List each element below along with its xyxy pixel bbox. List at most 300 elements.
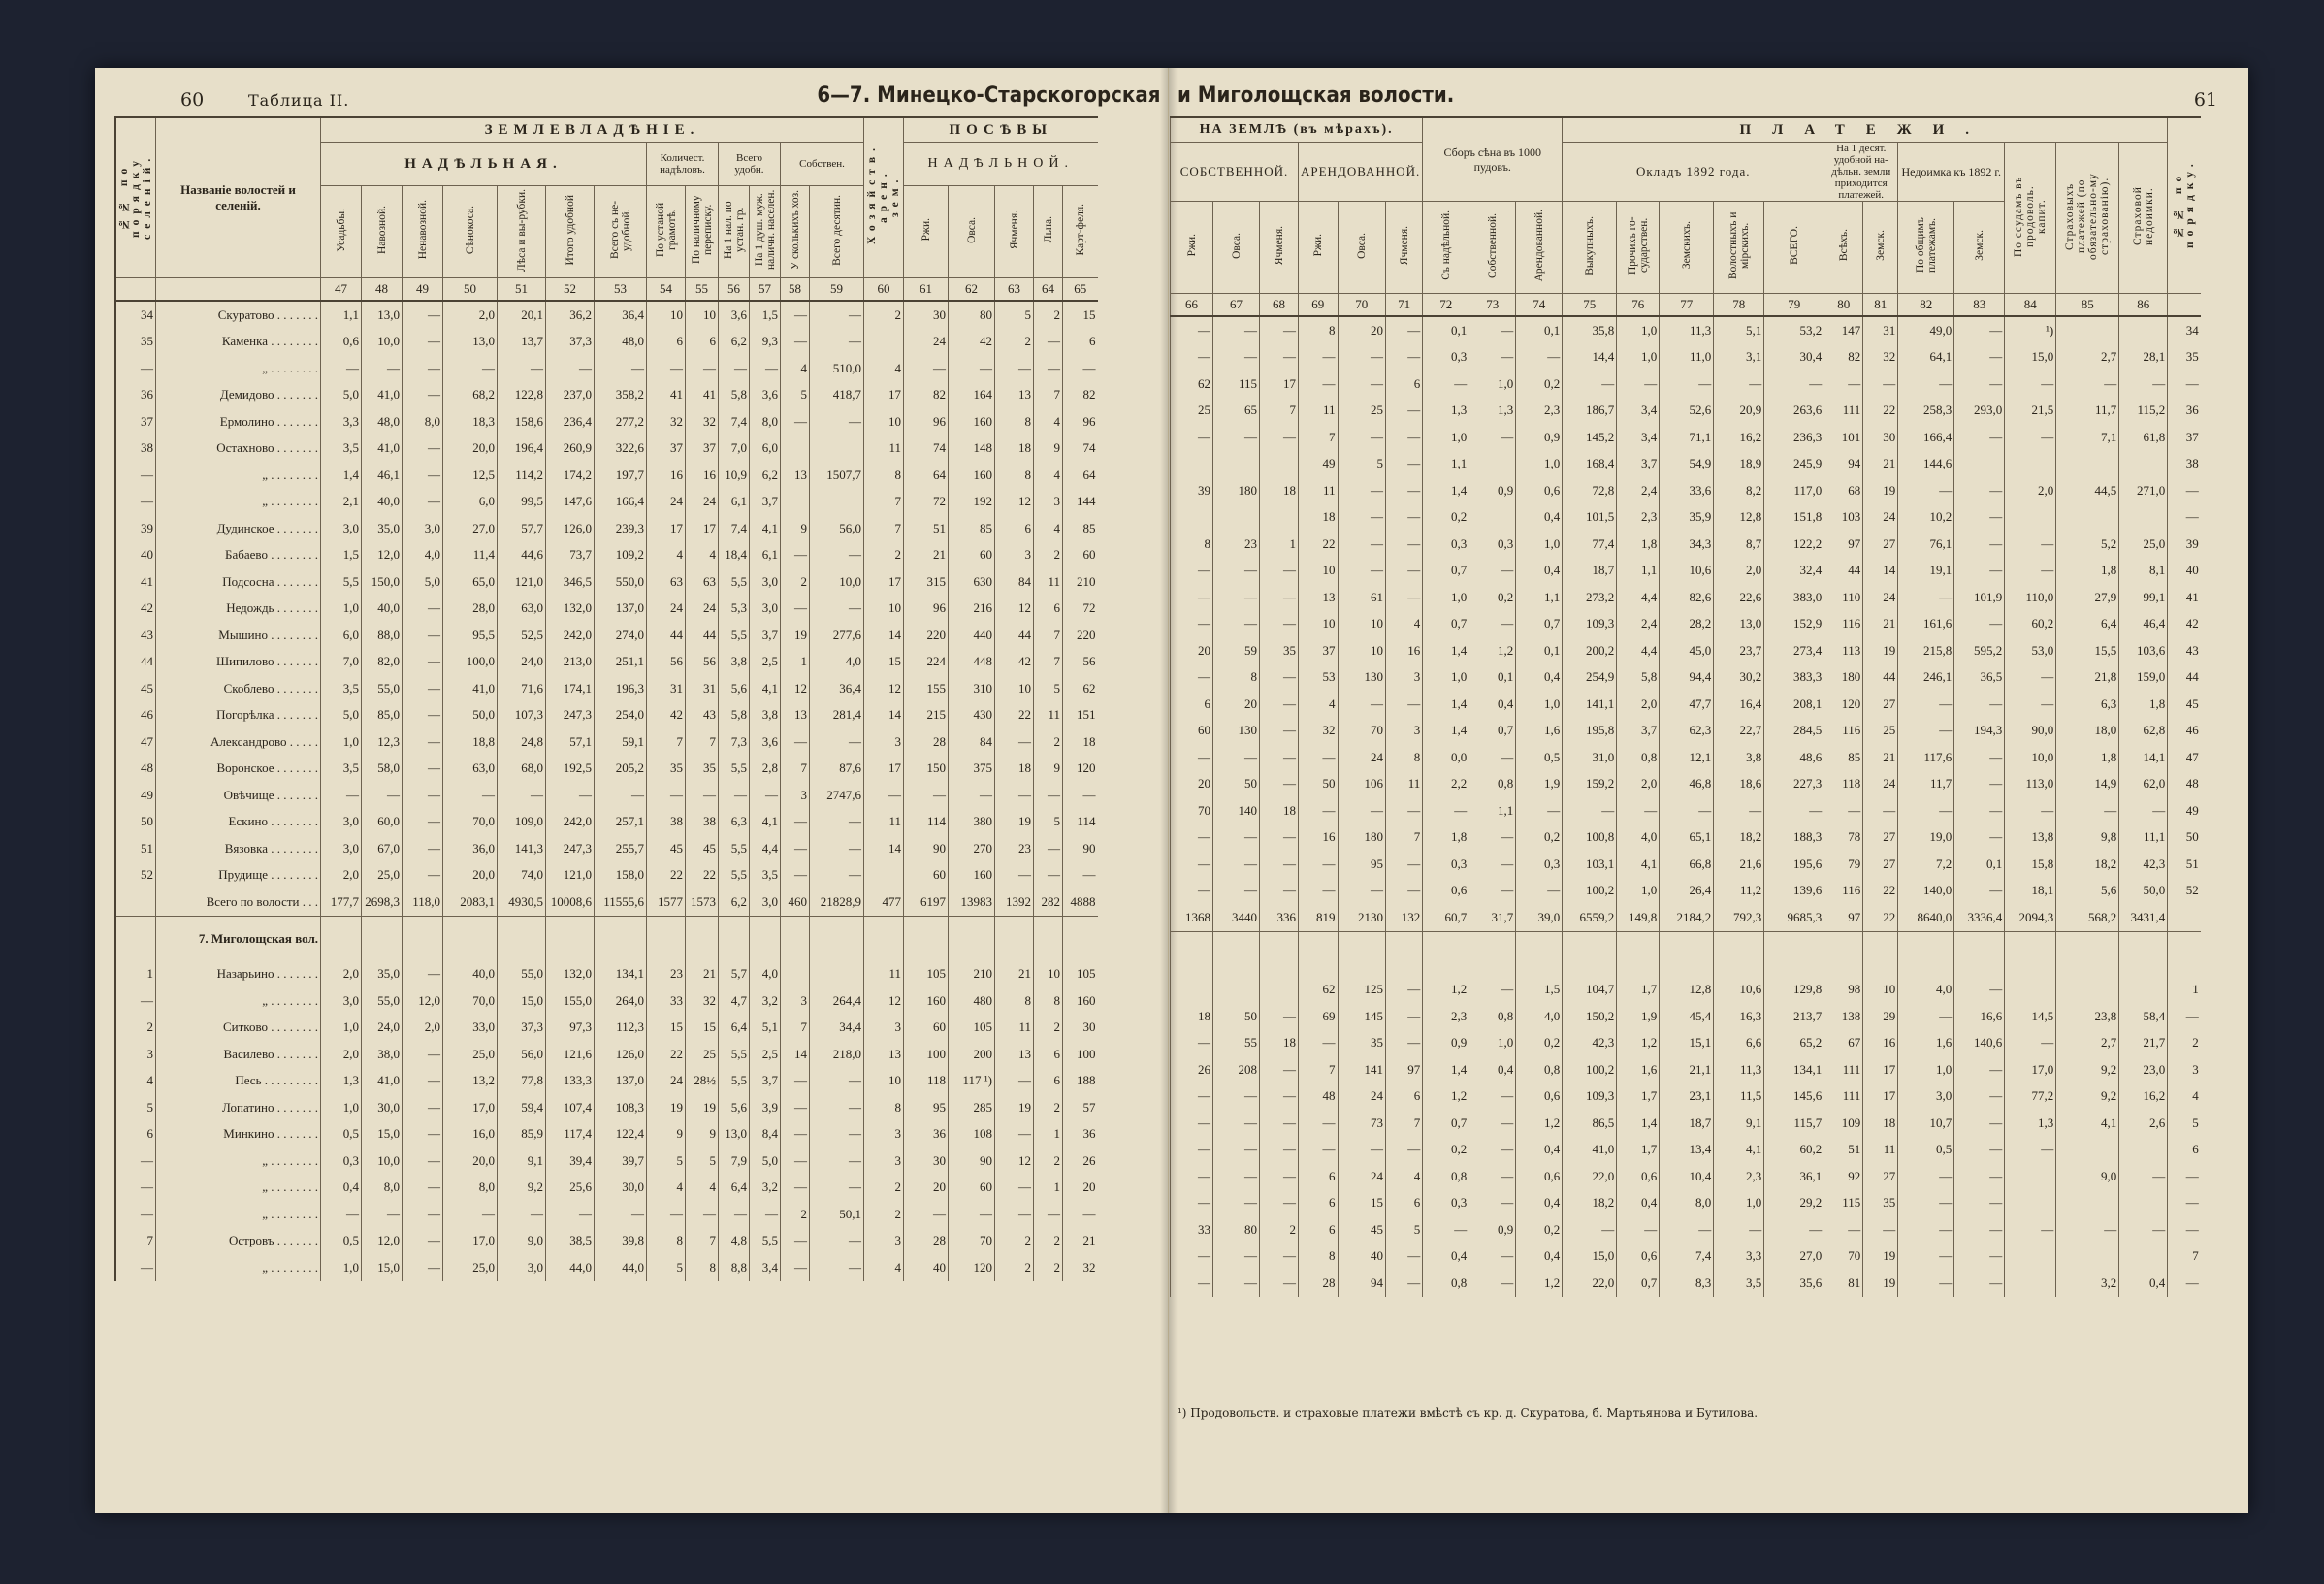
table-cell: 22,7 xyxy=(1714,718,1764,745)
table-cell: 44 xyxy=(1863,664,1898,692)
group-header-arend: АРЕНДОВАННОЙ. xyxy=(1299,143,1423,202)
table-cell: 7 xyxy=(1299,424,1339,451)
table-cell: 18,2 xyxy=(2056,851,2119,878)
table-cell: — xyxy=(546,1201,595,1228)
table-cell: 51 xyxy=(2168,851,2201,878)
table-cell: 20 xyxy=(1063,1175,1098,1202)
table-cell: — xyxy=(403,436,443,463)
table-cell: 11 xyxy=(1034,568,1063,596)
table-cell xyxy=(904,916,949,961)
table-cell: 70 xyxy=(1171,797,1213,824)
table-row xyxy=(1171,664,2201,692)
table-cell: 159,0 xyxy=(2119,664,2168,692)
row-number: 7 xyxy=(115,1228,156,1255)
table-cell: 95 xyxy=(904,1094,949,1121)
table-cell: — xyxy=(949,355,995,382)
table-cell: 4 xyxy=(686,1175,719,1202)
table-cell: 3,6 xyxy=(750,382,781,409)
table-cell: 5 xyxy=(647,1148,686,1175)
table-cell: — xyxy=(995,862,1034,889)
group-header-nadel: НАДѢЛЬНАЯ. xyxy=(321,143,647,186)
table-cell: 22 xyxy=(647,1041,686,1068)
table-cell: 155 xyxy=(904,675,949,702)
table-cell: 18,9 xyxy=(1714,451,1764,478)
table-cell: 20,1 xyxy=(498,301,546,329)
table-cell: 21 xyxy=(686,961,719,988)
column-number-cell: 79 xyxy=(1764,294,1824,317)
table-cell: 121,0 xyxy=(498,568,546,596)
row-number: 50 xyxy=(115,809,156,836)
table-cell: ¹) xyxy=(2005,316,2056,344)
table-cell: — xyxy=(1954,371,2005,398)
table-cell: — xyxy=(1563,797,1617,824)
table-cell: 186,7 xyxy=(1563,398,1617,425)
table-cell: 0,8 xyxy=(1469,1003,1516,1030)
table-row xyxy=(115,1015,1098,1042)
table-cell: 383,3 xyxy=(1764,664,1824,692)
table-cell: 113 xyxy=(1824,637,1863,664)
table-cell: — xyxy=(810,1228,864,1255)
table-cell: 258,3 xyxy=(1898,398,1954,425)
table-cell: 6,0 xyxy=(443,489,498,516)
table-cell: 37,3 xyxy=(498,1015,546,1042)
table-cell: 18,0 xyxy=(2056,718,2119,745)
table-cell: 1,6 xyxy=(1516,718,1563,745)
table-cell: 227,3 xyxy=(1764,771,1824,798)
table-cell: — xyxy=(1213,1190,1260,1217)
table-cell: — xyxy=(1063,782,1098,809)
table-cell xyxy=(1469,451,1516,478)
table-row xyxy=(115,462,1098,489)
table-cell: — xyxy=(2005,371,2056,398)
table-cell: 120 xyxy=(1063,756,1098,783)
column-number-cell: 66 xyxy=(1171,294,1213,317)
table-cell: 18,3 xyxy=(443,408,498,436)
table-cell: 236,4 xyxy=(546,408,595,436)
table-cell: — xyxy=(1898,477,1954,504)
table-cell: — xyxy=(1954,1110,2005,1137)
table-cell: 50 xyxy=(1299,771,1339,798)
table-cell: 2,0 xyxy=(1617,771,1660,798)
table-cell: 273,2 xyxy=(1563,584,1617,611)
table-cell: 7,0 xyxy=(321,649,362,676)
table-cell: 322,6 xyxy=(595,436,647,463)
table-cell: — xyxy=(321,1201,362,1228)
table-cell: — xyxy=(949,782,995,809)
table-cell: 49 xyxy=(1299,451,1339,478)
table-cell: 90 xyxy=(949,1148,995,1175)
table-cell: 1,2 xyxy=(1516,1110,1563,1137)
table-cell: 23 xyxy=(1213,531,1260,558)
table-cell: 10 xyxy=(647,301,686,329)
table-cell: 0,6 xyxy=(1617,1163,1660,1190)
table-cell: 159,2 xyxy=(1563,771,1617,798)
table-cell xyxy=(1171,977,1213,1004)
table-cell: 48,0 xyxy=(362,408,403,436)
table-cell: — xyxy=(810,1175,864,1202)
column-number-cell: 64 xyxy=(1034,278,1063,302)
table-cell: 1,3 xyxy=(1469,398,1516,425)
table-cell: 10 xyxy=(1034,961,1063,988)
table-row xyxy=(115,1201,1098,1228)
table-cell xyxy=(1260,977,1299,1004)
table-cell: 59,1 xyxy=(595,728,647,756)
table-cell: 2 xyxy=(1260,1216,1299,1244)
table-cell: 35 xyxy=(2168,344,2201,372)
row-number xyxy=(115,889,156,916)
table-cell: 24 xyxy=(686,596,719,623)
table-cell: 31 xyxy=(1863,316,1898,344)
table-cell: — xyxy=(781,835,810,862)
col-header-59: Всего десятин. xyxy=(810,186,864,278)
column-number-cell: 51 xyxy=(498,278,546,302)
table-cell xyxy=(1423,931,1469,977)
table-cell: 13 xyxy=(995,1041,1034,1068)
table-row xyxy=(1171,1110,2201,1137)
table-cell xyxy=(1171,451,1213,478)
table-cell: 45 xyxy=(647,835,686,862)
table-cell: 42 xyxy=(995,649,1034,676)
table-cell: — xyxy=(1954,611,2005,638)
table-cell: 122,2 xyxy=(1764,531,1824,558)
table-cell: — xyxy=(647,355,686,382)
table-cell xyxy=(781,961,810,988)
table-cell: 2,3 xyxy=(1714,1163,1764,1190)
table-cell: — xyxy=(1386,851,1423,878)
table-row xyxy=(1171,771,2201,798)
village-name: Прудище . . . . . . . . xyxy=(156,862,321,889)
table-cell: 15 xyxy=(647,1015,686,1042)
table-cell: 3,7 xyxy=(750,1068,781,1095)
table-cell xyxy=(2005,1190,2056,1217)
table-cell: 18 xyxy=(1260,1030,1299,1057)
table-cell: 24 xyxy=(647,1068,686,1095)
table-cell: 12 xyxy=(864,987,904,1015)
table-cell: 4 xyxy=(1299,691,1339,718)
table-cell: 98 xyxy=(1824,977,1863,1004)
table-cell: 94,4 xyxy=(1660,664,1714,692)
table-cell: 1 xyxy=(1260,531,1299,558)
table-cell: 34,3 xyxy=(1660,531,1714,558)
table-cell: 9 xyxy=(647,1121,686,1148)
table-cell: 18,8 xyxy=(443,728,498,756)
table-cell: 0,5 xyxy=(321,1121,362,1148)
table-cell: 56 xyxy=(647,649,686,676)
table-cell: 126,0 xyxy=(546,515,595,542)
table-cell: 36,4 xyxy=(595,301,647,329)
table-cell: 4 xyxy=(1386,1163,1423,1190)
table-cell xyxy=(719,916,750,961)
table-cell: 132 xyxy=(1386,904,1423,931)
table-cell: 15 xyxy=(686,1015,719,1042)
table-cell: 96 xyxy=(904,408,949,436)
table-cell: 1,2 xyxy=(1469,637,1516,664)
table-cell: 2 xyxy=(864,542,904,569)
table-cell: 34 xyxy=(2168,316,2201,344)
table-cell: — xyxy=(995,728,1034,756)
table-cell xyxy=(2005,504,2056,532)
table-cell: 1,0 xyxy=(1617,878,1660,905)
table-cell: 39,8 xyxy=(595,1228,647,1255)
table-cell: 32 xyxy=(686,987,719,1015)
table-cell: — xyxy=(995,1175,1034,1202)
village-name: Скуратово . . . . . . . xyxy=(156,301,321,329)
table-cell: — xyxy=(2005,664,2056,692)
table-cell: 1,5 xyxy=(321,542,362,569)
table-cell: — xyxy=(1764,371,1824,398)
table-cell: 109,2 xyxy=(595,542,647,569)
table-cell xyxy=(949,916,995,961)
table-cell: — xyxy=(1954,477,2005,504)
table-cell: 72 xyxy=(1063,596,1098,623)
table-cell: 64 xyxy=(904,462,949,489)
table-cell: 51 xyxy=(904,515,949,542)
table-cell: 39 xyxy=(2168,531,2201,558)
table-cell: 0,4 xyxy=(1516,504,1563,532)
table-cell: 1,0 xyxy=(321,728,362,756)
table-cell: 315 xyxy=(904,568,949,596)
row-number xyxy=(115,916,156,961)
table-cell: 375 xyxy=(949,756,995,783)
table-cell: — xyxy=(2168,1163,2201,1190)
table-cell: 14 xyxy=(781,1041,810,1068)
table-cell: — xyxy=(781,728,810,756)
table-cell: 79 xyxy=(1824,851,1863,878)
table-cell: — xyxy=(1338,424,1386,451)
table-cell: 7,4 xyxy=(719,515,750,542)
table-row xyxy=(115,489,1098,516)
table-cell: 16 xyxy=(1299,824,1339,852)
table-cell: 125 xyxy=(1338,977,1386,1004)
table-cell: 17 xyxy=(864,568,904,596)
table-cell: 45 xyxy=(686,835,719,862)
table-cell: — xyxy=(810,408,864,436)
table-row xyxy=(1171,451,2201,478)
table-cell xyxy=(1171,504,1213,532)
table-cell: 0,6 xyxy=(1516,477,1563,504)
table-cell: 21 xyxy=(995,961,1034,988)
table-cell: 195,8 xyxy=(1563,718,1617,745)
column-number-cell: 75 xyxy=(1563,294,1617,317)
table-cell: 1,5 xyxy=(750,301,781,329)
table-cell: 0,2 xyxy=(1516,371,1563,398)
table-cell: — xyxy=(781,408,810,436)
table-cell: 2,0 xyxy=(321,961,362,988)
table-cell: 67 xyxy=(1824,1030,1863,1057)
table-cell: — xyxy=(2168,1190,2201,1217)
table-cell: — xyxy=(1954,1083,2005,1111)
table-cell: 11555,6 xyxy=(595,889,647,916)
table-row xyxy=(115,1148,1098,1175)
table-cell: — xyxy=(1171,1083,1213,1111)
row-number: 4 xyxy=(115,1068,156,1095)
table-cell: 62 xyxy=(1171,371,1213,398)
table-cell: — xyxy=(546,355,595,382)
table-row xyxy=(1171,637,2201,664)
table-row xyxy=(1171,1216,2201,1244)
table-cell xyxy=(1299,931,1339,977)
table-cell: 6,2 xyxy=(719,329,750,356)
table-cell: 36,1 xyxy=(1764,1163,1824,1190)
table-cell: 148 xyxy=(949,436,995,463)
table-cell: 8,4 xyxy=(750,1121,781,1148)
row-number: 40 xyxy=(115,542,156,569)
table-cell: 8 xyxy=(864,462,904,489)
table-cell: 3,0 xyxy=(321,515,362,542)
table-row xyxy=(1171,1244,2201,1271)
table-cell: 12,0 xyxy=(403,987,443,1015)
table-cell: 3431,4 xyxy=(2119,904,2168,931)
table-cell: 140,6 xyxy=(1954,1030,2005,1057)
table-row xyxy=(115,1228,1098,1255)
col-header-name: Названіе волостей и селеній. xyxy=(156,117,321,278)
table-cell: — xyxy=(750,782,781,809)
table-cell: 346,5 xyxy=(546,568,595,596)
table-cell: 11 xyxy=(995,1015,1034,1042)
table-cell: 35,8 xyxy=(1563,316,1617,344)
table-cell: 96 xyxy=(1063,408,1098,436)
col-header-52: Итого удобной xyxy=(546,186,595,278)
table-cell: 21 xyxy=(904,542,949,569)
table-cell: 5,5 xyxy=(719,622,750,649)
table-cell: — xyxy=(1171,584,1213,611)
table-cell: 10008,6 xyxy=(546,889,595,916)
table-cell: 9 xyxy=(781,515,810,542)
table-cell: 310 xyxy=(949,675,995,702)
table-cell: 106 xyxy=(1338,771,1386,798)
table-row xyxy=(115,408,1098,436)
table-cell: — xyxy=(546,782,595,809)
table-cell: 2,1 xyxy=(321,489,362,516)
column-number-cell: 50 xyxy=(443,278,498,302)
table-cell: 11,2 xyxy=(1714,878,1764,905)
table-row xyxy=(1171,977,2201,1004)
table-cell: 10 xyxy=(995,675,1034,702)
table-cell: 126,0 xyxy=(595,1041,647,1068)
table-cell: 7 xyxy=(1386,1110,1423,1137)
table-cell: 41,0 xyxy=(443,675,498,702)
table-cell: 4,7 xyxy=(719,987,750,1015)
table-cell: 13,8 xyxy=(2005,824,2056,852)
table-cell: — xyxy=(1338,371,1386,398)
table-cell: 24 xyxy=(647,596,686,623)
table-cell: — xyxy=(1338,344,1386,372)
table-cell: — xyxy=(1213,1244,1260,1271)
table-cell xyxy=(595,916,647,961)
table-cell: 11,3 xyxy=(1714,1056,1764,1083)
table-cell: 114 xyxy=(1063,809,1098,836)
table-cell: 32 xyxy=(686,408,719,436)
table-cell: — xyxy=(2119,371,2168,398)
table-cell: 1,4 xyxy=(1617,1110,1660,1137)
table-cell: 5,5 xyxy=(719,1068,750,1095)
table-cell: 30,0 xyxy=(595,1175,647,1202)
col-header-49: Ненавозной. xyxy=(403,186,443,278)
right-page xyxy=(1170,68,2248,1513)
table-cell: 0,6 xyxy=(1516,1083,1563,1111)
table-cell: — xyxy=(1954,344,2005,372)
table-cell: — xyxy=(1171,1270,1213,1297)
table-cell: 105 xyxy=(1063,961,1098,988)
table-cell: — xyxy=(2168,371,2201,398)
table-cell: — xyxy=(403,489,443,516)
table-cell: — xyxy=(781,1175,810,1202)
table-cell: 80 xyxy=(949,301,995,329)
table-cell: 11 xyxy=(1386,771,1423,798)
table-cell: 60 xyxy=(949,542,995,569)
table-cell: 5,8 xyxy=(719,382,750,409)
table-cell: — xyxy=(1386,531,1423,558)
table-cell: 4 xyxy=(864,355,904,382)
table-cell: 22 xyxy=(686,862,719,889)
table-cell: 0,6 xyxy=(1617,1244,1660,1271)
table-cell: 220 xyxy=(904,622,949,649)
table-cell: 2130 xyxy=(1338,904,1386,931)
table-cell: — xyxy=(1338,797,1386,824)
table-cell: — xyxy=(443,1201,498,1228)
table-cell: 20 xyxy=(1171,771,1213,798)
table-cell: 46 xyxy=(2168,718,2201,745)
table-cell: 1,3 xyxy=(1423,398,1469,425)
table-cell: 21 xyxy=(1063,1228,1098,1255)
table-cell: — xyxy=(810,542,864,569)
table-cell xyxy=(1563,931,1617,977)
table-cell: 24,0 xyxy=(498,649,546,676)
table-cell: 9,1 xyxy=(498,1148,546,1175)
table-cell: 2,5 xyxy=(750,649,781,676)
table-cell: 48,0 xyxy=(595,329,647,356)
table-cell: 0,4 xyxy=(1516,1137,1563,1164)
table-cell: — xyxy=(2168,504,2201,532)
table-cell: 5,1 xyxy=(1714,316,1764,344)
table-cell: — xyxy=(750,355,781,382)
table-cell: 0,7 xyxy=(1617,1270,1660,1297)
table-cell: 200,2 xyxy=(1563,637,1617,664)
table-cell: 117 ¹) xyxy=(949,1068,995,1095)
table-cell: — xyxy=(403,622,443,649)
table-cell: 10 xyxy=(864,596,904,623)
table-cell xyxy=(443,916,498,961)
table-cell: 129,8 xyxy=(1764,977,1824,1004)
table-cell: — xyxy=(647,1201,686,1228)
column-number-cell: 86 xyxy=(2119,294,2168,317)
table-cell: 115,7 xyxy=(1764,1110,1824,1137)
table-cell: — xyxy=(1171,1137,1213,1164)
table-cell: 1,4 xyxy=(1423,477,1469,504)
table-cell: — xyxy=(1213,1110,1260,1137)
table-cell: — xyxy=(1386,1003,1423,1030)
table-cell: 1,0 xyxy=(1516,691,1563,718)
table-cell: 8 xyxy=(995,408,1034,436)
table-cell: 11,5 xyxy=(1714,1083,1764,1111)
table-cell: — xyxy=(1660,371,1714,398)
table-cell: 12,1 xyxy=(1660,744,1714,771)
col-header-67: Овса. xyxy=(1213,202,1260,294)
table-row xyxy=(1171,398,2201,425)
table-cell: 70 xyxy=(1338,718,1386,745)
village-name: „ . . . . . . . . xyxy=(156,1201,321,1228)
table-cell xyxy=(1469,504,1516,532)
table-cell: 23 xyxy=(995,835,1034,862)
table-cell: 21 xyxy=(1863,611,1898,638)
table-cell: — xyxy=(1260,1083,1299,1111)
table-cell: — xyxy=(2119,1216,2168,1244)
table-cell: 2 xyxy=(864,1175,904,1202)
table-cell: 6,6 xyxy=(1714,1030,1764,1057)
table-cell: 158,6 xyxy=(498,408,546,436)
table-cell: 113,0 xyxy=(2005,771,2056,798)
table-cell: 70 xyxy=(1824,1244,1863,1271)
